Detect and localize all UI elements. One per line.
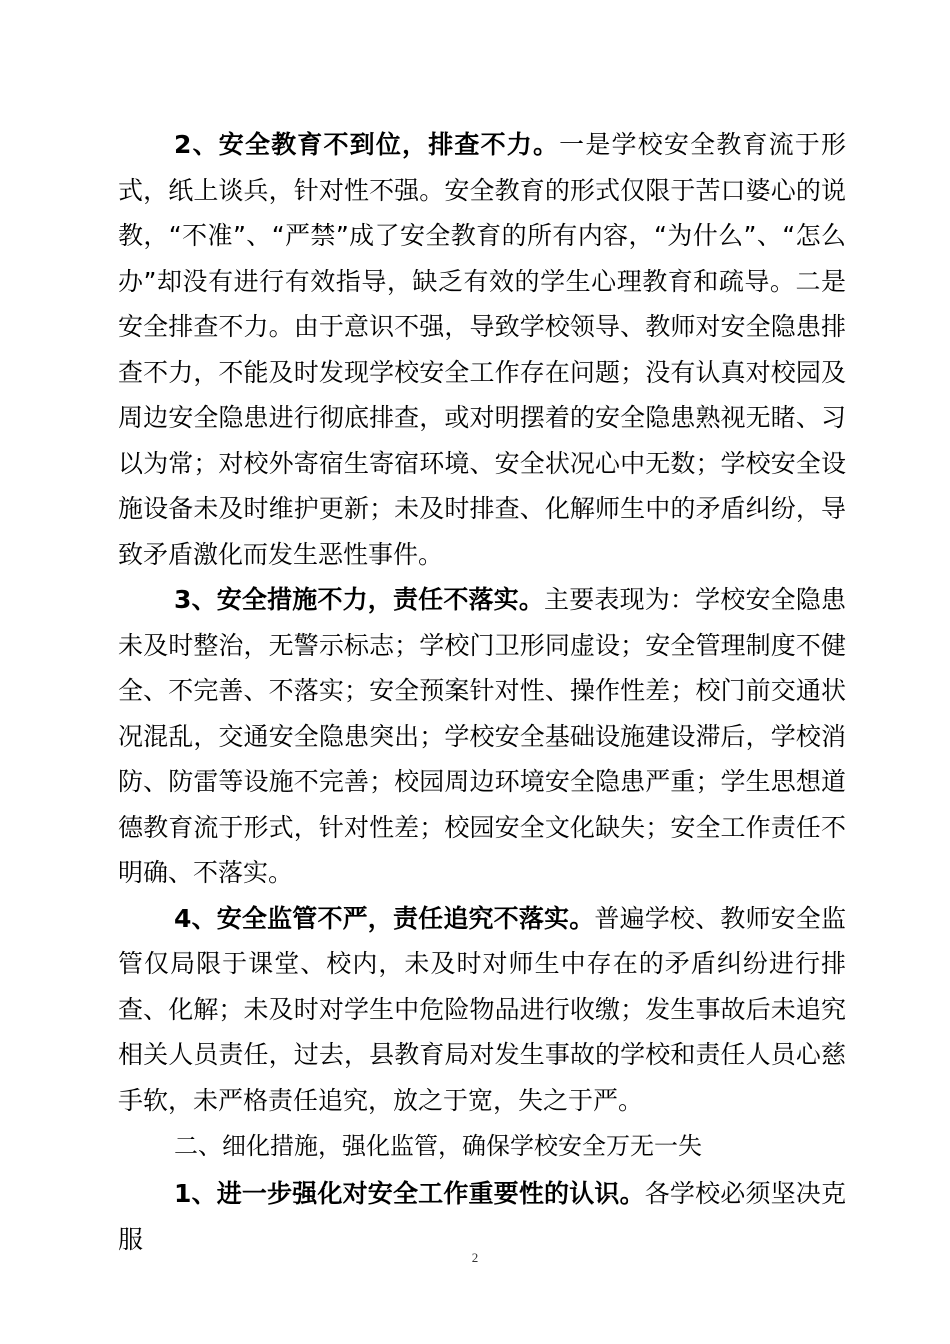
document-body — [118, 122, 846, 1262]
section-heading: 二、细化措施，强化监管，确保学校安全万无一失 — [174, 1134, 702, 1160]
paragraph-last-text: 各学校必须坚决克服 — [118, 1179, 846, 1254]
paragraph-2-text: 一是学校安全教育流于形式，纸上谈兵，针对性不强。安全教育的形式仅限于苦口婆心的说教，“不准”、“严禁”成了安全教育的所有内容，“为什么”、“怎么办”却没有进行有效指导，缺乏有效的学生心理教育和疏导。二是安全排查不力。由于意识不强，导致学校领导、教师对安全隐患排查不力，不能及时发现学校安全工作存在问题；没有认真对校园及周边安全隐患进行彻底排查，或对明摆着的安全隐患熟视无睹、习以为常；对校外寄宿生寄宿环境、安全状况心中无数；学校安全设施设备未及时维护更新；未及时排查、化解师生中的矛盾纠纷，导致矛盾激化而发生恶性事件。 — [118, 130, 846, 569]
paragraph-2-lead: 2、安全教育不到位，排查不力。 — [174, 130, 560, 159]
page-number: 2 — [471, 1250, 479, 1265]
paragraph-last — [118, 1171, 846, 1262]
paragraph-last-lead: 1、进一步强化对安全工作重要性的认识。 — [174, 1179, 645, 1208]
paragraph-2 — [118, 122, 846, 577]
paragraph-3-lead: 3、安全措施不力，责任不落实。 — [174, 585, 545, 614]
paragraph-3-text: 主要表现为：学校安全隐患未及时整治，无警示标志；学校门卫形同虚设；安全管理制度不健全、不完善、不落实；安全预案针对性、操作性差；校门前交通状况混乱，交通安全隐患突出；学校安全基础设施建设滞后，学校消防、防雷等设施不完善；校园周边环境安全隐患严重；学生思想道德教育流于形式，针对性差；校园安全文化缺失；安全工作责任不明确、不落实。 — [118, 585, 846, 887]
paragraph-4 — [118, 896, 846, 1124]
paragraph-4-lead: 4、安全监管不严，责任追究不落实。 — [174, 903, 595, 933]
paragraph-4-text: 普遍学校、教师安全监管仅局限于课堂、校内，未及时对师生中存在的矛盾纠纷进行排查、化解；未及时对学生中危险物品进行收缴；发生事故后未追究相关人员责任，过去，县教育局对发生事故的学校和责任人员心慈手软，未严格责任追究，放之于宽，失之于严。 — [118, 903, 846, 1115]
paragraph-3 — [118, 577, 846, 896]
